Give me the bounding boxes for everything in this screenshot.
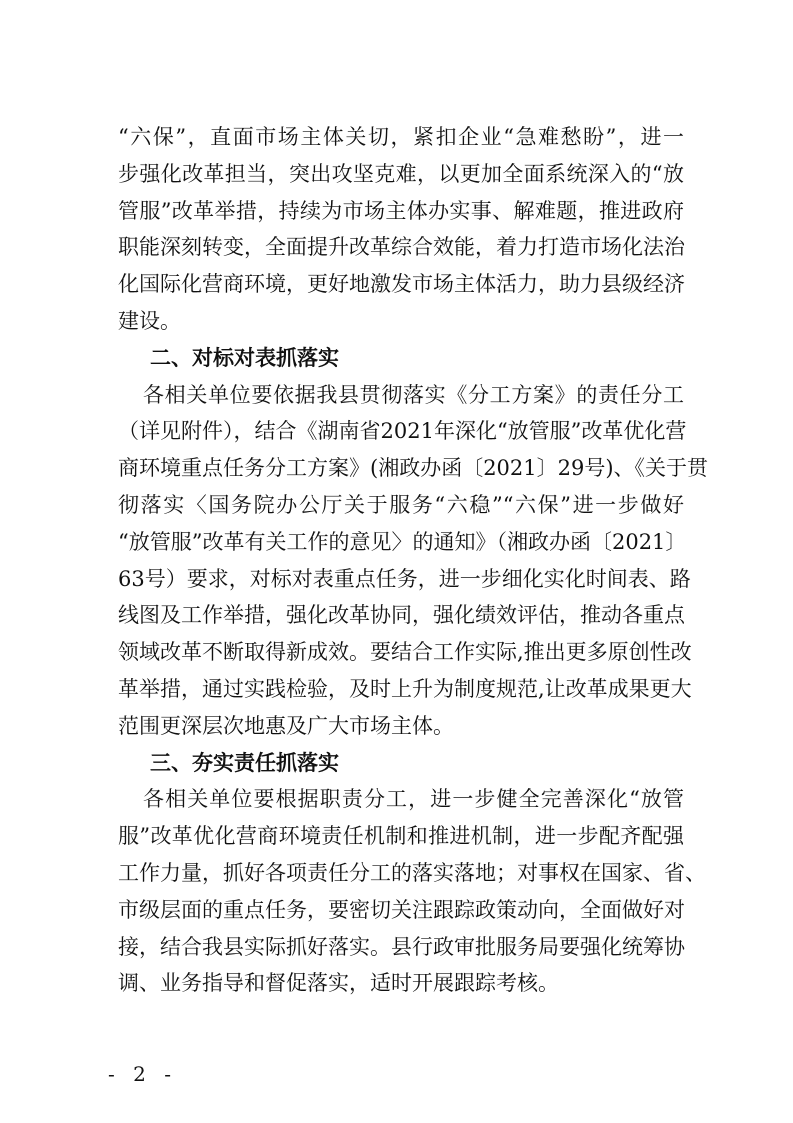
paragraph-3 — [118, 781, 706, 1002]
text-line: 建设。 — [118, 308, 181, 333]
text-line: 工作力量，抓好各项责任分工的落实落地；对事权在国家、省、 — [118, 860, 706, 885]
text-line: 调、业务指导和督促落实，适时开展跟踪考核。 — [118, 971, 559, 996]
text-line: （详见附件），结合《湖南省2021年深化“放管服”改革优化营 — [118, 419, 687, 444]
paragraph-1 — [118, 119, 684, 340]
section-heading-3: 三、夯实责任抓落实 — [150, 750, 339, 775]
text-line: “放管服”改革有关工作的意见〉的通知》（湘政办函〔2021〕 — [118, 529, 687, 554]
text-line: 接，结合我县实际抓好落实。县行政审批服务局要强化统筹协 — [118, 934, 685, 959]
text-line: 管服”改革举措，持续为市场主体办实事、解难题，推进政府 — [118, 198, 684, 223]
text-line: 范围更深层次地惠及广大市场主体。 — [118, 713, 454, 738]
text-line: 线图及工作举措，强化改革协同，强化绩效评估，推动各重点 — [118, 603, 685, 628]
text-line: 革举措，通过实践检验，及时上升为制度规范,让改革成果更大 — [118, 676, 692, 701]
text-line: 职能深刻转变，全面提升改革综合效能，着力打造市场化法治 — [118, 235, 685, 260]
document-body — [118, 119, 709, 1002]
text-line: 彻落实〈国务院办公厅关于服务“六稳”“六保”进一步做好 — [118, 492, 684, 517]
text-line: 各相关单位要根据职责分工，进一步健全完善深化“放管 — [143, 787, 684, 812]
section-heading-2: 二、对标对表抓落实 — [150, 345, 339, 370]
text-line: 化国际化营商环境，更好地激发市场主体活力，助力县级经济 — [118, 272, 685, 297]
text-line: 市级层面的重点任务，要密切关注跟踪政策动向，全面做好对 — [118, 897, 685, 922]
text-line: 领域改革不断取得新成效。要结合工作实际,推出更多原创性改 — [118, 640, 692, 665]
text-line: 各相关单位要依据我县贯彻落实《分工方案》的责任分工 — [143, 382, 684, 407]
text-line: 63号）要求，对标对表重点任务，进一步细化实化时间表、路 — [118, 566, 691, 591]
text-line: 步强化改革担当，突出攻坚克难，以更加全面系统深入的“放 — [118, 161, 684, 186]
text-line: 服”改革优化营商环境责任机制和推进机制，进一步配齐配强 — [118, 824, 684, 849]
page-number: - 2 - — [108, 1062, 177, 1086]
text-line: “六保”，直面市场主体关切，紧扣企业“急难愁盼”，进一 — [118, 125, 684, 149]
text-line: 商环境重点任务分工方案》(湘政办函〔2021〕29号)、《关于贯 — [118, 456, 709, 481]
paragraph-2 — [118, 377, 709, 745]
